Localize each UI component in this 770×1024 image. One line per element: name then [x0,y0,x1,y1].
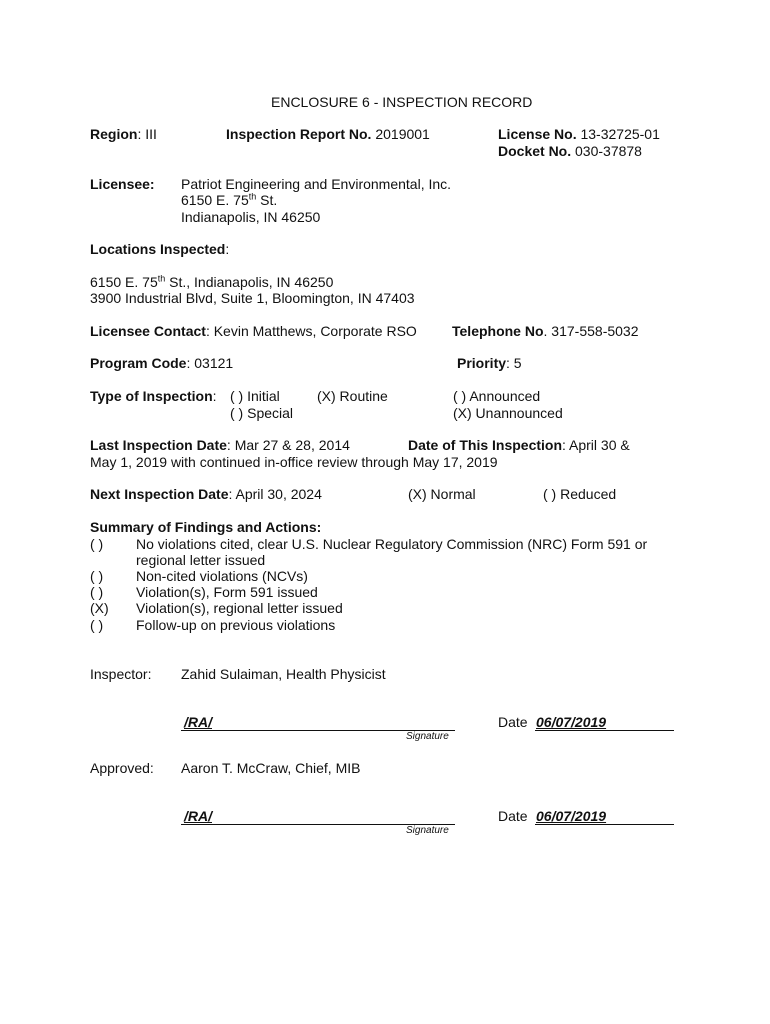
licensee-street: 6150 E. 75th St. [181,191,278,208]
inspector-name: Zahid Sulaiman, Health Physicist [181,666,386,682]
approver-signature-caption: Signature [406,825,449,836]
approver-date-label: Date [498,808,528,824]
summary-mark: ( ) [90,617,104,633]
type-initial: ( ) Initial [230,388,280,404]
licensee-name: Patriot Engineering and Environmental, Inc. [181,176,452,192]
inspector-date: 06/07/2019 [536,714,607,730]
document-title: ENCLOSURE 6 - INSPECTION RECORD [271,94,533,110]
summary-item-text: Non-cited violations (NCVs) [136,568,308,584]
next-normal: (X) Normal [408,486,476,502]
region-value: : III [137,126,157,142]
inspector-signature-caption: Signature [406,731,449,742]
docket-number-field [498,143,642,159]
report-value: 2019001 [371,126,430,142]
summary-item-text-cont: regional letter issued [136,552,266,568]
report-label: Inspection Report No. [226,126,372,142]
summary-item-text: Violation(s), Form 591 issued [136,584,318,600]
inspection-type-label: Type of Inspection: [90,388,217,404]
summary-mark: ( ) [90,584,104,600]
this-inspection-continued: May 1, 2019 with continued in-office review through May 17, 2019 [90,454,498,470]
approver-name: Aaron T. McCraw, Chief, MIB [181,760,361,776]
license-label: License No. [498,126,577,142]
approver-signature: /RA/ [184,808,212,824]
next-reduced: ( ) Reduced [543,486,617,502]
location-2: 3900 Industrial Blvd, Suite 1, Bloomington, IN 47403 [90,290,415,306]
location-1: 6150 E. 75th St., Indianapolis, IN 46250 [90,273,334,290]
inspector-label: Inspector: [90,666,152,682]
last-inspection-date: Last Inspection Date: Mar 27 & 28, 2014 [90,437,350,453]
inspector-date-label: Date [498,714,528,730]
summary-item-text: Violation(s), regional letter issued [136,600,343,616]
licensee-city: Indianapolis, IN 46250 [181,209,321,225]
summary-mark: ( ) [90,568,104,584]
type-special: ( ) Special [230,405,294,421]
region-label: Region [90,126,138,142]
type-announced: ( ) Announced [453,388,541,404]
licensee-label: Licensee: [90,176,155,192]
program-code: Program Code: 03121 [90,355,234,371]
next-inspection-date: Next Inspection Date: April 30, 2024 [90,486,322,502]
summary-item-text: No violations cited, clear U.S. Nuclear Regulatory Commission (NRC) Form 591 or [136,536,648,552]
summary-heading: Summary of Findings and Actions: [90,519,322,535]
docket-value: 030-37878 [571,143,642,159]
type-unannounced: (X) Unannounced [453,405,563,421]
priority-field: Priority: 5 [457,355,522,371]
approver-signature-line [181,807,455,825]
summary-mark: (X) [90,600,109,616]
docket-label: Docket No. [498,143,572,159]
inspector-signature-line [181,713,455,731]
inspector-signature: /RA/ [184,714,212,730]
approver-date: 06/07/2019 [536,808,607,824]
this-inspection-date: Date of This Inspection: April 30 & [408,437,630,453]
summary-item-text: Follow-up on previous violations [136,617,336,633]
telephone-field: Telephone No. 317-558-5032 [452,323,639,339]
region-field [90,126,157,142]
license-number-field [498,126,660,142]
report-number-field [226,126,430,142]
type-routine: (X) Routine [317,388,388,404]
locations-label: Locations Inspected: [90,241,230,257]
summary-mark: ( ) [90,536,104,552]
license-value: 13-32725-01 [576,126,660,142]
approved-label: Approved: [90,760,154,776]
licensee-contact: Licensee Contact: Kevin Matthews, Corporate RSO [90,323,417,339]
